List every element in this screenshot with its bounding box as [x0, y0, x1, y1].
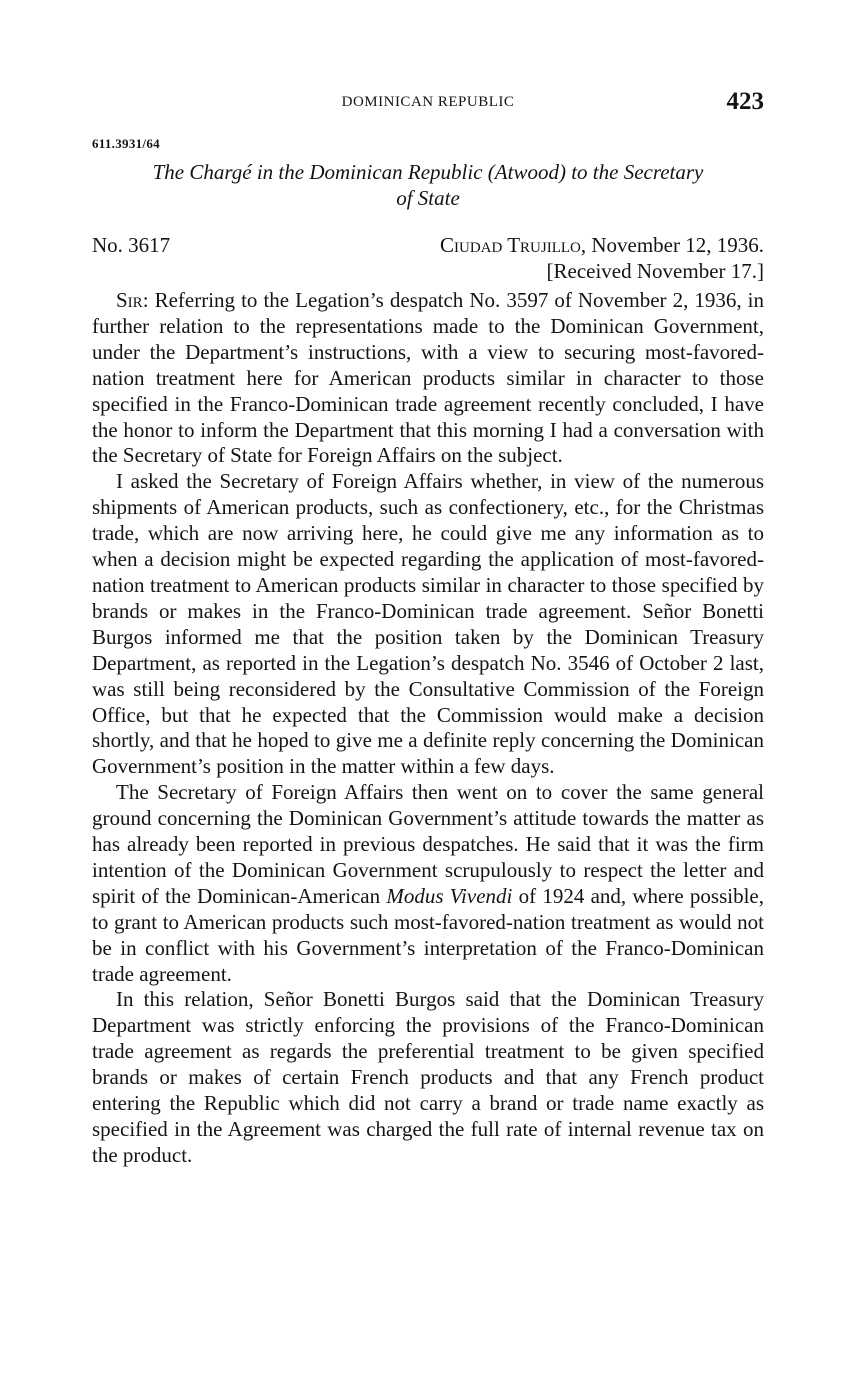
salutation: Sir [116, 288, 143, 312]
despatch-number: No. 3617 [92, 233, 171, 257]
heading-line-2: of State [396, 186, 460, 210]
file-number: 611.3931/64 [92, 136, 160, 151]
document-heading [92, 159, 764, 211]
paragraph-4: In this relation, Señor Bonetti Burgos said that the Dominican Treasury Department was strictly enforcing the provisions of the Franco-Dominican trade agreement as regards the preferential treatment to be given specified brands or makes of certain French products and that any French product entering the Republic which did not carry a brand or trade name exactly as specified in the Agreement was charged the full rate of internal revenue tax on the product. [92, 987, 764, 1167]
running-title: DOMINICAN REPUBLIC [341, 94, 515, 110]
modus-vivendi: Modus Vivendi [386, 883, 513, 908]
paragraph-3 [92, 780, 764, 987]
paragraph-1-text: : Referring to the Legation’s despatch No. 3597 of November 2, 1936, in further relation to the representations made to the Dominican Government, under the Department’s instructions, with a view to securing most-favored-nation treatment here for American products similar in character to those specified in the Franco-Dominican trade agreement recently concluded, I have the honor to inform the Department that this morning I had a conversation with the Secretary of State for Foreign Affairs on the subject. [92, 288, 764, 468]
paragraph-1 [92, 288, 764, 469]
date: November 12, 1936. [586, 233, 764, 257]
paragraph-3-text-a: The Secretary of Foreign Affairs then went on to cover the same general ground concerning the Dominican Government’s attitude towards the matter as has already been reported in previous despatches. He said that it was the firm intention of the Dominican Government scrupulously to respect the letter and spirit of the Dominican-American [92, 780, 764, 908]
paragraph-2: I asked the Secretary of Foreign Affairs whether, in view of the numerous shipments of American products, such as confectionery, etc., for the Christmas trade, which are now arriving here, he could give me any information as to when a decision might be expected regarding the application of most-favored-nation treatment to American products similar in character to those specified by brands or makes in the Franco-Dominican trade agreement. Señor Bonetti Burgos informed me that the position taken by the Dominican Treasury Department, as reported in the Legation’s despatch No. 3546 of October 2 last, was still being reconsidered by the Consultative Commission of the Foreign Office, but that he expected that the Commission would make a decision shortly, and that he hoped to give me a definite reply concerning the Dominican Government’s position in the matter within a few days. [92, 469, 764, 779]
page-number: 423 [726, 88, 764, 115]
place-date [440, 232, 764, 258]
paragraph-3-text-b: of 1924 and, where possible, to grant to American products such most-favored-nation treatment as would not be in conflict with his Government’s interpretation of the Franco-Dominican trade agreement. [92, 883, 764, 986]
running-head [92, 88, 764, 118]
place: Ciudad Trujillo, [440, 233, 587, 257]
received-date: [Received November 17.] [546, 259, 764, 283]
letter-body [92, 288, 764, 1169]
heading-line-1: The Chargé in the Dominican Republic (Atwood) to the Secretary [152, 160, 704, 184]
